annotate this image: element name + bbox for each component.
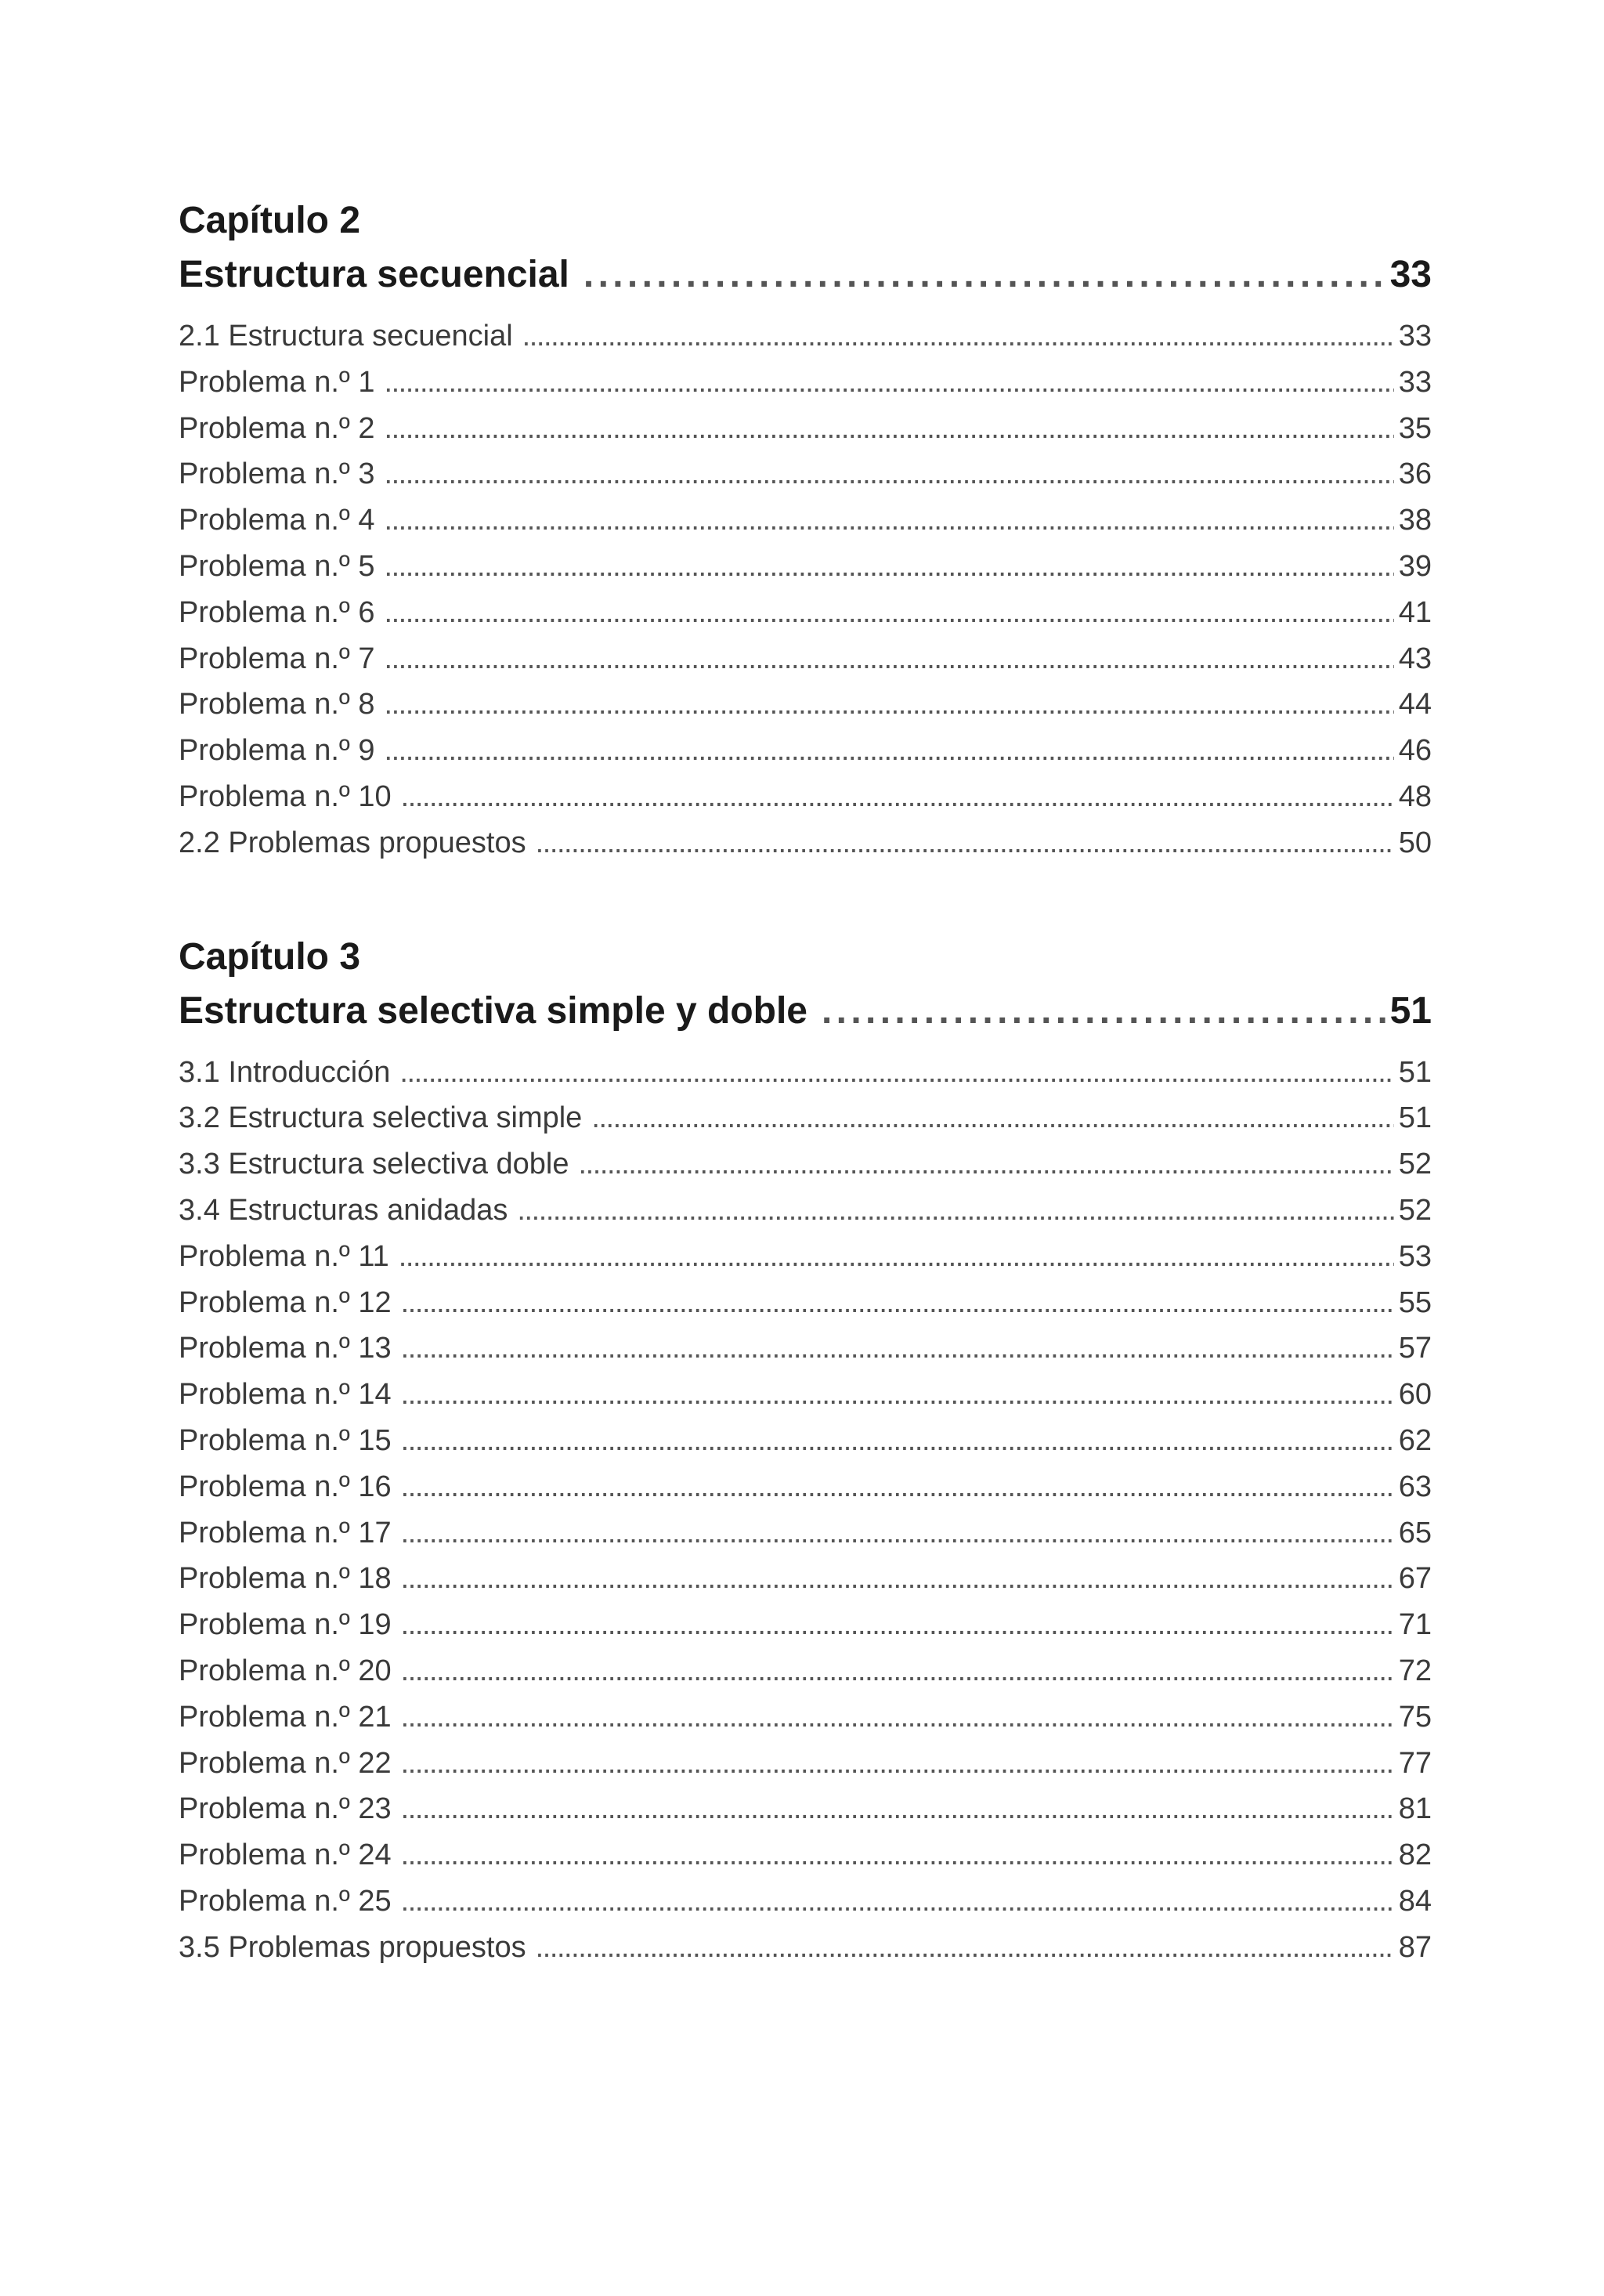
chapter-label: Capítulo 2 — [179, 200, 361, 241]
toc-entry-label: Problema n.º 25 — [179, 1884, 392, 1918]
toc-entry-label: Problema n.º 17 — [179, 1516, 392, 1549]
toc-entry[interactable] — [179, 1832, 1432, 1878]
table-of-contents — [179, 194, 1432, 2035]
toc-page-number: 33 — [1398, 365, 1432, 399]
toc-page-number: 44 — [1398, 688, 1432, 721]
chapter-section — [179, 194, 1432, 866]
toc-entry[interactable] — [179, 1464, 1432, 1510]
toc-entry[interactable] — [179, 1556, 1432, 1602]
chapter-title-entry[interactable] — [179, 248, 1432, 302]
dot-leader — [399, 1234, 1394, 1280]
toc-entry[interactable] — [179, 1050, 1432, 1096]
toc-entry[interactable] — [179, 728, 1432, 774]
toc-page-number: 52 — [1398, 1148, 1432, 1181]
toc-page-number: 81 — [1398, 1792, 1432, 1826]
toc-entry-label: 3.3 Estructura selectiva doble — [179, 1148, 569, 1181]
dot-leader — [384, 636, 1393, 682]
toc-page-number: 51 — [1398, 1101, 1432, 1135]
toc-entry-label: Problema n.º 8 — [179, 688, 375, 721]
toc-page-number: 62 — [1398, 1423, 1432, 1457]
toc-entry-label: Problema n.º 11 — [179, 1239, 389, 1273]
toc-page-number: 41 — [1398, 595, 1432, 629]
dot-leader — [536, 1925, 1394, 1971]
toc-entry-label: 3.1 Introducción — [179, 1055, 391, 1089]
dot-leader — [384, 544, 1393, 590]
toc-entry-label: Problema n.º 22 — [179, 1746, 392, 1780]
toc-entry[interactable] — [179, 1602, 1432, 1648]
toc-entry[interactable] — [179, 820, 1432, 866]
toc-page-number: 55 — [1398, 1285, 1432, 1319]
chapter-entries — [179, 1050, 1432, 1971]
toc-entry[interactable] — [179, 682, 1432, 728]
toc-entry[interactable] — [179, 451, 1432, 497]
toc-entry[interactable] — [179, 1648, 1432, 1694]
toc-entry-label: Problema n.º 24 — [179, 1839, 392, 1872]
toc-page-number: 63 — [1398, 1470, 1432, 1503]
chapter-title: Estructura secuencial — [179, 254, 569, 295]
dot-leader — [384, 497, 1393, 544]
toc-entry[interactable] — [179, 1325, 1432, 1372]
toc-page-number: 50 — [1398, 826, 1432, 859]
dot-leader — [401, 774, 1394, 820]
toc-entry-label: Problema n.º 16 — [179, 1470, 392, 1503]
toc-entry[interactable] — [179, 544, 1432, 590]
toc-entry[interactable] — [179, 1741, 1432, 1787]
toc-entry[interactable] — [179, 590, 1432, 636]
toc-entry-label: Problema n.º 6 — [179, 595, 375, 629]
toc-page-number: 51 — [1398, 1055, 1432, 1089]
toc-entry-label: Problema n.º 13 — [179, 1332, 392, 1365]
dot-leader — [591, 1095, 1393, 1141]
toc-page-number: 53 — [1398, 1239, 1432, 1273]
dot-leader — [522, 313, 1394, 360]
toc-entry-label: Problema n.º 4 — [179, 504, 375, 537]
toc-entry[interactable] — [179, 497, 1432, 544]
dot-leader — [384, 590, 1393, 636]
toc-entry[interactable] — [179, 1280, 1432, 1326]
toc-entry[interactable] — [179, 1234, 1432, 1280]
toc-entry[interactable] — [179, 1188, 1432, 1234]
dot-leader — [401, 1418, 1394, 1464]
toc-page-number: 43 — [1398, 642, 1432, 675]
dot-leader — [536, 820, 1394, 866]
toc-entry[interactable] — [179, 1418, 1432, 1464]
dot-leader — [384, 406, 1393, 452]
toc-entry-label: Problema n.º 3 — [179, 457, 375, 491]
toc-entry-label: Problema n.º 21 — [179, 1700, 392, 1734]
toc-entry-label: Problema n.º 9 — [179, 734, 375, 768]
chapter-label: Capítulo 3 — [179, 935, 361, 978]
dot-leader — [401, 1556, 1394, 1602]
toc-page-number: 75 — [1398, 1700, 1432, 1734]
toc-page-number: 46 — [1398, 734, 1432, 768]
toc-entry-label: Problema n.º 15 — [179, 1423, 392, 1457]
chapter-entries — [179, 313, 1432, 866]
dot-leader — [401, 1832, 1394, 1878]
toc-entry-label: 2.1 Estructura secuencial — [179, 320, 513, 353]
dot-leader — [401, 1694, 1394, 1741]
dot-leader — [822, 984, 1385, 1039]
toc-page-number: 71 — [1398, 1608, 1432, 1642]
toc-entry[interactable] — [179, 313, 1432, 360]
dot-leader — [384, 451, 1393, 497]
toc-entry[interactable] — [179, 1141, 1432, 1188]
chapter-section — [179, 931, 1432, 1971]
toc-entry-label: Problema n.º 2 — [179, 411, 375, 445]
dot-leader — [401, 1510, 1394, 1557]
dot-leader — [583, 248, 1385, 302]
toc-page-number: 72 — [1398, 1654, 1432, 1687]
toc-page-number: 39 — [1398, 549, 1432, 583]
toc-entry[interactable] — [179, 1372, 1432, 1418]
toc-entry[interactable] — [179, 406, 1432, 452]
dot-leader — [401, 1648, 1394, 1694]
toc-entry[interactable] — [179, 1095, 1432, 1141]
toc-page-number: 65 — [1398, 1516, 1432, 1549]
toc-entry-label: Problema n.º 23 — [179, 1792, 392, 1826]
dot-leader — [401, 1372, 1394, 1418]
toc-page-number: 33 — [1398, 320, 1432, 353]
toc-entry-label: Problema n.º 12 — [179, 1285, 392, 1319]
dot-leader — [401, 1280, 1394, 1326]
toc-page-number: 82 — [1398, 1839, 1432, 1872]
toc-entry-label: Problema n.º 5 — [179, 549, 375, 583]
toc-entry[interactable] — [179, 1925, 1432, 1971]
toc-entry[interactable] — [179, 1510, 1432, 1557]
chapter-page-number: 51 — [1389, 989, 1432, 1032]
toc-entry[interactable] — [179, 1694, 1432, 1741]
dot-leader — [384, 728, 1393, 774]
chapter-title-entry[interactable] — [179, 984, 1432, 1039]
chapter-page-number: 33 — [1389, 254, 1432, 295]
toc-page-number: 84 — [1398, 1884, 1432, 1918]
dot-leader — [384, 682, 1393, 728]
dot-leader — [401, 1786, 1394, 1832]
toc-entry[interactable] — [179, 360, 1432, 406]
chapter-title: Estructura selectiva simple y doble — [179, 989, 807, 1032]
toc-entry-label: 3.4 Estructuras anidadas — [179, 1193, 508, 1227]
dot-leader — [401, 1464, 1394, 1510]
toc-entry[interactable] — [179, 636, 1432, 682]
toc-entry-label: 3.2 Estructura selectiva simple — [179, 1101, 583, 1135]
toc-page-number: 36 — [1398, 457, 1432, 491]
dot-leader — [579, 1141, 1394, 1188]
toc-entry-label: Problema n.º 7 — [179, 642, 375, 675]
toc-page-number: 52 — [1398, 1193, 1432, 1227]
toc-page-number: 38 — [1398, 504, 1432, 537]
toc-entry[interactable] — [179, 774, 1432, 820]
toc-entry-label: 3.5 Problemas propuestos — [179, 1930, 526, 1964]
toc-entry-label: Problema n.º 20 — [179, 1654, 392, 1687]
toc-entry-label: Problema n.º 19 — [179, 1608, 392, 1642]
toc-entry-label: Problema n.º 1 — [179, 365, 375, 399]
dot-leader — [401, 1325, 1394, 1372]
toc-entry-label: Problema n.º 14 — [179, 1378, 392, 1412]
dot-leader — [517, 1188, 1393, 1234]
toc-page-number: 57 — [1398, 1332, 1432, 1365]
toc-page-number: 60 — [1398, 1378, 1432, 1412]
toc-entry-label: Problema n.º 18 — [179, 1562, 392, 1596]
toc-page-number: 87 — [1398, 1930, 1432, 1964]
toc-entry-label: Problema n.º 10 — [179, 779, 392, 813]
dot-leader — [401, 1741, 1394, 1787]
toc-page-number: 77 — [1398, 1746, 1432, 1780]
toc-entry[interactable] — [179, 1878, 1432, 1925]
dot-leader — [384, 360, 1393, 406]
toc-entry-label: 2.2 Problemas propuestos — [179, 826, 526, 859]
toc-page-number: 35 — [1398, 411, 1432, 445]
dot-leader — [401, 1602, 1394, 1648]
dot-leader — [399, 1050, 1393, 1096]
toc-page-number: 48 — [1398, 779, 1432, 813]
toc-page-number: 67 — [1398, 1562, 1432, 1596]
toc-entry[interactable] — [179, 1786, 1432, 1832]
dot-leader — [401, 1878, 1394, 1925]
